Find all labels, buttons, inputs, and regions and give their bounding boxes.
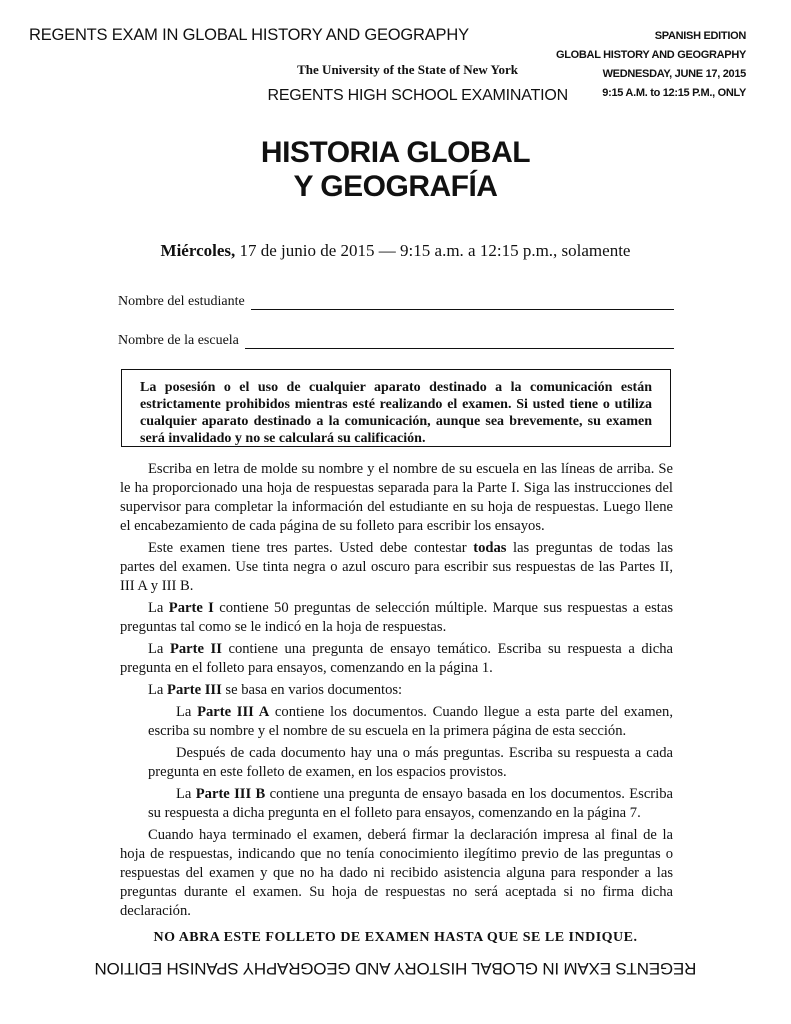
instruction-paragraph: Cuando haya terminado el examen, deberá firmar la declaración impresa al final de la hoja de respuestas, indicando que no tenía conocimiento ilegítimo previo de las preguntas o respuestas del examen y que no ha dado ni recibido asistencia alguna para responder a las preguntas durante el examen. Su hoja de respuestas no será aceptada si no firma dicha declaración. [120, 827, 673, 919]
edition-info [556, 27, 746, 103]
school-name-field[interactable] [118, 333, 674, 349]
blank-line[interactable] [251, 297, 674, 310]
university-name: The University of the State of New York [297, 62, 518, 77]
time-line: 9:15 A.M. to 12:15 P.M., ONLY [602, 87, 746, 99]
title-line: Y GEOGRAFÍA [293, 170, 498, 203]
exam-date [0, 241, 791, 261]
final-notice: NO ABRA ESTE FOLLETO DE EXAMEN HASTA QUE SE LE INDIQUE. [153, 930, 638, 945]
field-label: Nombre de la escuela [118, 333, 239, 348]
instruction-paragraph: La Parte III se basa en varios documentos: [148, 682, 403, 698]
field-label: Nombre del estudiante [118, 294, 245, 309]
blank-line[interactable] [245, 336, 674, 349]
date-rest: 17 de junio de 2015 — 9:15 a.m. a 12:15 p.m., solamente [235, 241, 631, 260]
instruction-paragraph: La Parte III B contiene una pregunta de ensayo basada en los documentos. Escriba su respuesta a dicha pregunta en el folleto para ensayos, comenzando en la página 7. [148, 786, 673, 821]
title-line: HISTORIA GLOBAL [260, 136, 531, 169]
instruction-paragraph: Este examen tiene tres partes. Usted debe contestar todas las preguntas de todas las partes del examen. Use tinta negra o azul oscuro para escribir sus respuestas de las Partes II, III A y III B. [120, 540, 674, 594]
edition-line: SPANISH EDITION [654, 30, 746, 42]
instruction-paragraph: La Parte III A contiene los documentos. Cuando llegue a esta parte del examen, escriba su nombre y el nombre de su escuela en la primera página de esta sección. [148, 704, 673, 739]
instruction-paragraph: La Parte I contiene 50 preguntas de selección múltiple. Marque sus respuestas a estas preguntas tal como se le indicó en la hoja de respuestas. [120, 600, 674, 635]
student-name-field[interactable] [118, 294, 674, 310]
exam-type: REGENTS HIGH SCHOOL EXAMINATION [267, 87, 568, 104]
warning-box: La posesión o el uso de cualquier aparato destinado a la comunicación están estrictamente prohibidos mientras esté realizando el examen. Si usted tiene o utiliza cualquier aparato destinado a la comunicación, aunque sea brevemente, su examen será invalidado y no se calculará su calificación. [121, 369, 671, 447]
instruction-paragraph: Escriba en letra de molde su nombre y el nombre de su escuela en las líneas de arriba. Se le ha proporcionado una hoja de respuestas separada para la Parte I. Siga las instrucciones del supervisor para completar la información del estudiante en su hoja de respuestas. Luego llene el encabezamiento de cada página de su folleto para escribir los ensayos. [120, 461, 673, 534]
page-title [0, 136, 791, 204]
exam-name-header: REGENTS EXAM IN GLOBAL HISTORY AND GEOGRAPHY [29, 26, 469, 44]
date-line: WEDNESDAY, JUNE 17, 2015 [602, 68, 746, 80]
instructions [120, 460, 673, 924]
inverted-footer: REGENTS EXAM IN GLOBAL HISTORY AND GEOGRAPHY SPANISH EDITION [94, 959, 697, 978]
date-day: Miércoles, [160, 241, 236, 260]
instruction-paragraph: La Parte II contiene una pregunta de ensayo temático. Escriba su respuesta a dicha pregunta en el folleto para ensayos, comenzando en la página 1. [120, 641, 673, 676]
instruction-paragraph: Después de cada documento hay una o más preguntas. Escriba su respuesta a cada pregunta en este folleto de examen, en los espacios provistos. [148, 745, 673, 780]
subject-line: GLOBAL HISTORY AND GEOGRAPHY [555, 49, 746, 61]
